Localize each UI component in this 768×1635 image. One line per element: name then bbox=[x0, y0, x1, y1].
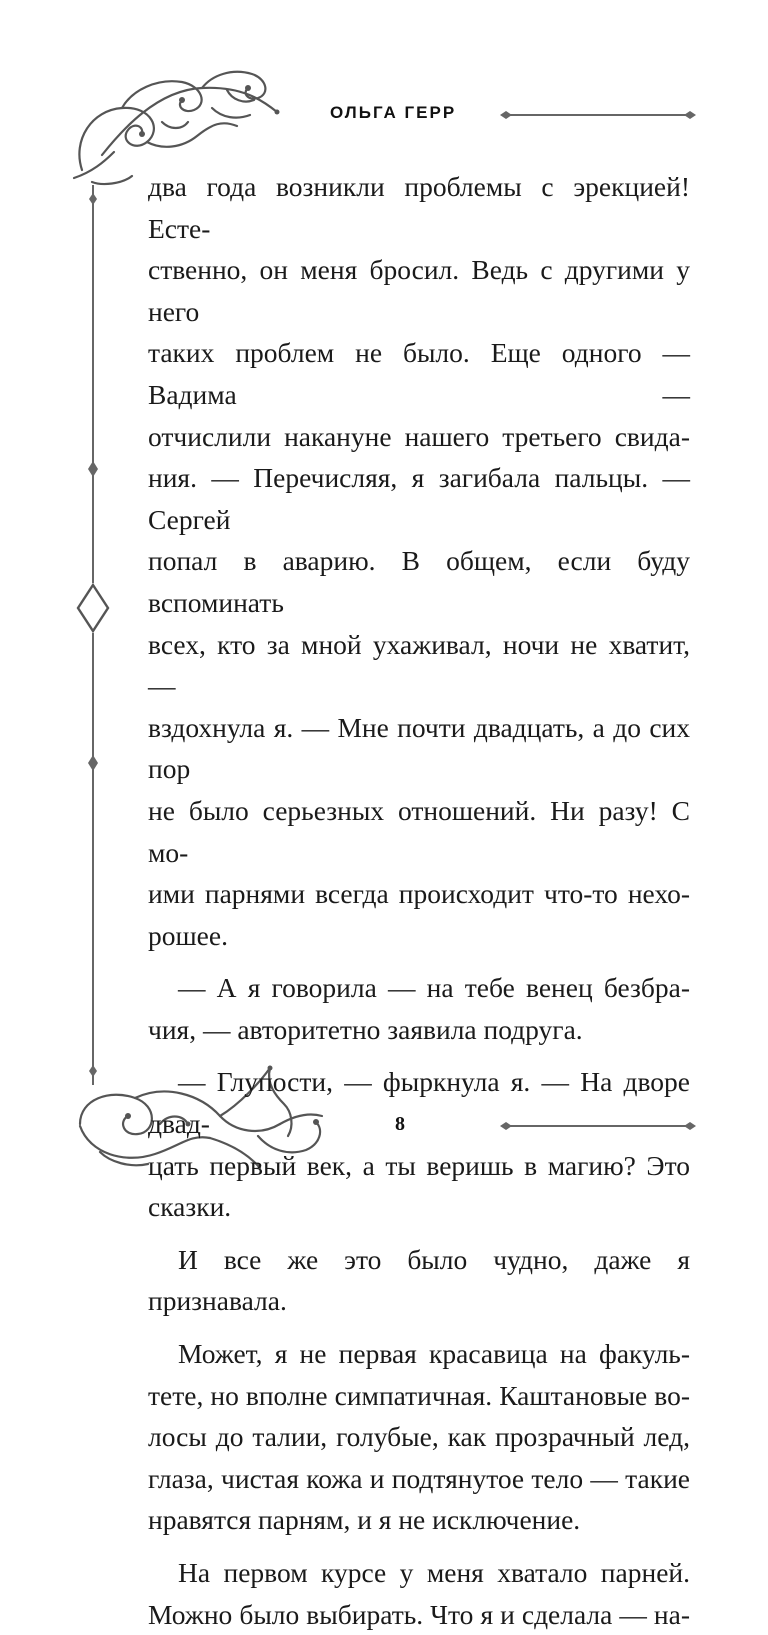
text-line: — Глупости, — фыркнула я. — На дворе двад- bbox=[148, 1066, 690, 1140]
text-line: лосы до талии, голубые, как прозрачный лед, bbox=[148, 1421, 690, 1453]
text-line: не было серьезных отношений. Ни разу! С мо- bbox=[148, 794, 690, 868]
text-line: цать первый век, а ты веришь в магию? Это bbox=[148, 1149, 690, 1181]
text-line: — А я говорила — на тебе венец безбра- bbox=[178, 972, 690, 1004]
header-rule-icon bbox=[498, 108, 698, 122]
text-line: рошее. bbox=[148, 919, 228, 951]
text-line: попал в аварию. В общем, если буду вспоминать bbox=[148, 545, 690, 618]
paragraph-5-end bbox=[148, 1499, 690, 1541]
body-text bbox=[148, 166, 690, 1635]
paragraph-3 bbox=[148, 1061, 690, 1144]
left-vertical-rule-icon bbox=[76, 185, 110, 1085]
running-header-author: ОЛЬГА ГЕРР bbox=[330, 103, 457, 122]
text-line: тете, но вполне симпатичная. Каштановые во- bbox=[148, 1379, 690, 1411]
text-line: И все же это было чудно, даже я признавала. bbox=[148, 1243, 690, 1317]
paragraph-1 bbox=[148, 166, 690, 915]
text-line: ственно, он меня бросил. Ведь с другими у него bbox=[148, 254, 690, 327]
text-line: вздохнула я. — Мне почти двадцать, а до сих пор bbox=[148, 711, 690, 785]
paragraph-6-mid bbox=[148, 1594, 690, 1635]
text-line: нравятся парням, и я не исключение. bbox=[148, 1504, 581, 1536]
text-line: ими парнями всегда происходит что-то нехо- bbox=[148, 878, 690, 910]
paragraph-6 bbox=[148, 1552, 690, 1594]
paragraph-1-end bbox=[148, 915, 690, 957]
text-line: отчислили накануне нашего третьего свида- bbox=[148, 420, 690, 452]
text-line: Можно было выбирать. Что я и сделала — на- bbox=[148, 1598, 690, 1630]
text-line: На первом курсе у меня хватало парней. bbox=[178, 1557, 690, 1588]
paragraph-2-end bbox=[148, 1009, 690, 1051]
paragraph-3-end bbox=[148, 1186, 690, 1228]
paragraph-5-mid bbox=[148, 1375, 690, 1500]
text-line: глаза, чистая кожа и подтянутое тело — такие bbox=[148, 1462, 690, 1494]
text-line: чия, — авторитетно заявила подруга. bbox=[148, 1013, 583, 1045]
paragraph-5 bbox=[148, 1333, 690, 1375]
text-line: всех, кто за мной ухаживал, ночи не хватит, — bbox=[148, 628, 690, 702]
text-line: Может, я не первая красавица на факуль- bbox=[178, 1338, 690, 1370]
paragraph-2 bbox=[148, 967, 690, 1009]
text-line: сказки. bbox=[148, 1191, 232, 1223]
text-line: таких проблем не было. Еще одного — Вадима — bbox=[148, 337, 690, 410]
text-line: ния. — Перечисляя, я загибала пальцы. — Сергей bbox=[148, 462, 690, 535]
text-line: два года возникли проблемы с эрекцией! Есте- bbox=[148, 171, 690, 244]
paragraph-4 bbox=[148, 1239, 690, 1322]
paragraph-3-mid bbox=[148, 1145, 690, 1187]
page-number: 8 bbox=[395, 1113, 405, 1135]
